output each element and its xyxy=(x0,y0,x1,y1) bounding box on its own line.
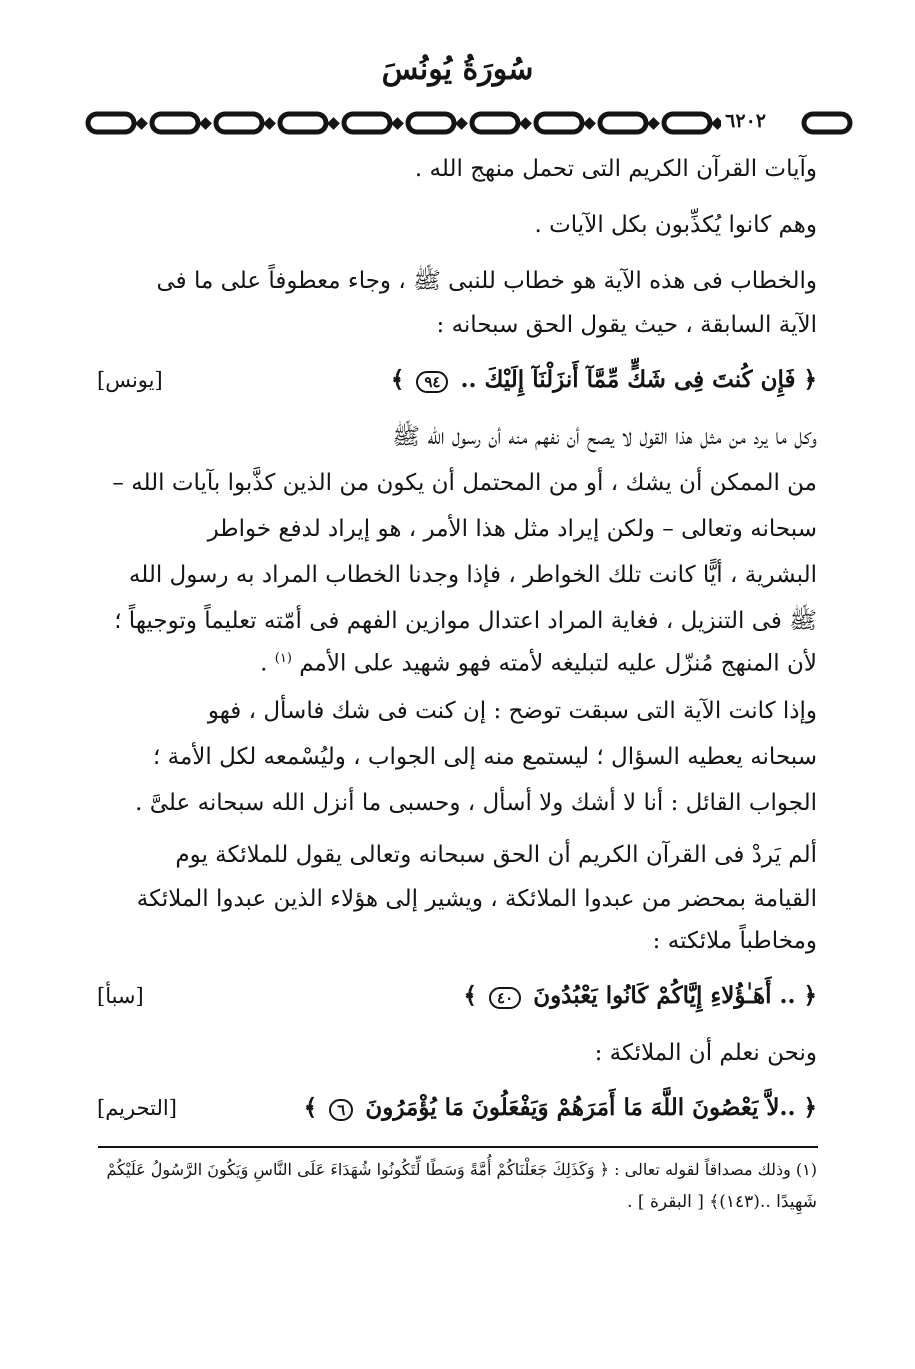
body-line: ﷺ فى التنزيل ، فغاية المراد اعتدال موازين الفهم فى أمّته تعليماً وتوجيهاً ؛ xyxy=(114,608,817,634)
verse-close-bracket: ﴾ xyxy=(463,982,478,1009)
footnote-divider xyxy=(98,1146,818,1148)
body-line: سبحانه يعطيه السؤال ؛ ليستمع منه إلى الجواب ، وليُسْمعه لكل الأمة ؛ xyxy=(153,744,817,770)
verse-open-bracket: ﴿ xyxy=(803,1094,817,1121)
verse-text: فَإِن كُنتَ فِى شَكٍّ مِّمَّآ أَنزَلْنَآ إِلَيْكَ .. xyxy=(460,366,796,393)
body-line: وإذا كانت الآية التى سبقت توضح : إن كنت فى شك فاسأل ، فهو xyxy=(207,698,817,724)
body-line: وهم كانوا يُكذِّبون بكل الآيات . xyxy=(534,212,817,238)
body-line: الآية السابقة ، حيث يقول الحق سبحانه : xyxy=(436,312,817,338)
verse-text: .. أَهَـٰؤُلاءِ إِيَّاكُمْ كَانُوا يَعْبُدُونَ xyxy=(533,982,796,1009)
body-line: ونحن نعلم أن الملائكة : xyxy=(594,1040,817,1066)
body-line: وكل ما يرد من مثل هذا القول لا يصح أن نفهم منه أن رسول الله ﷺ xyxy=(392,424,817,450)
body-line: وآيات القرآن الكريم التى تحمل منهج الله . xyxy=(414,156,817,182)
body-line: الجواب القائل : أنا لا أشك ولا أسأل ، وحسبى ما أنزل الله سبحانه علىَّ . xyxy=(135,790,817,816)
verse-text-group xyxy=(391,360,817,400)
verse-source: [يونس] xyxy=(97,368,163,392)
verse-source: [التحريم] xyxy=(97,1096,177,1120)
body-line: من الممكن أن يشك ، أو من المحتمل أن يكون من الذين كذَّبوا بآيات الله – xyxy=(112,470,817,496)
footnote-line: (١) وذلك مصداقاً لقوله تعالى : ﴿ وَكَذَلِكَ جَعَلْنَاكُمْ أُمَّةً وَسَطًا لِّتَكُونُوا شُهَدَاءَ عَلَى النَّاسِ وَيَكُونَ الرَّسُولُ عَلَيْكُمْ xyxy=(106,1160,817,1179)
body-line: ومخاطباً ملائكته : xyxy=(652,928,817,954)
surah-title: سُورَةُ يُونُسَ xyxy=(381,52,534,87)
verse-source: [سبأ] xyxy=(97,984,144,1008)
verse-text-group xyxy=(304,1088,817,1128)
verse-open-bracket: ﴿ xyxy=(803,982,817,1009)
body-line: القيامة بمحضر من عبدوا الملائكة ، ويشير إلى هؤلاء الذين عبدوا الملائكة xyxy=(136,886,817,912)
ayah-number-icon: ٩٤ xyxy=(416,371,448,393)
body-line-text: لأن المنهج مُنزّل عليه لتبليغه لأمته فهو شهيد على الأمم xyxy=(299,650,817,677)
ayah-number-icon: ٦ xyxy=(329,1099,353,1121)
verse-text-group xyxy=(464,976,817,1016)
body-line: سبحانه وتعالى – ولكن إيراد مثل هذا الأمر ، هو إيراد لدفع خواطر xyxy=(207,516,817,542)
ayah-number-icon: ٤٠ xyxy=(489,987,521,1009)
verse-close-bracket: ﴾ xyxy=(303,1094,318,1121)
ornamental-border xyxy=(80,103,860,143)
footnote-ref: (١) xyxy=(274,651,292,666)
body-line: البشرية ، أيًّا كانت تلك الخواطر ، فإذا وجدنا الخطاب المراد به رسول الله xyxy=(128,562,817,588)
body-line-with-footnote xyxy=(97,640,817,683)
page-number: ٦٢٠٢ xyxy=(721,106,770,136)
verse-close-bracket: ﴾ xyxy=(390,366,405,393)
verse-open-bracket: ﴿ xyxy=(803,366,817,393)
body-line: والخطاب فى هذه الآية هو خطاب للنبى ﷺ ، وجاء معطوفاً على ما فى xyxy=(156,268,817,294)
body-line: ألم يَردْ فى القرآن الكريم أن الحق سبحانه وتعالى يقول للملائكة يوم xyxy=(175,842,817,868)
footnote-line: شَهِيدًا ..(١٤٣)﴾ [ البقرة ] . xyxy=(627,1192,817,1212)
line-end-punctuation: . xyxy=(260,650,268,677)
verse-text: ..لاَّ يَعْصُونَ اللَّهَ مَا أَمَرَهُمْ وَيَفْعَلُونَ مَا يُؤْمَرُونَ xyxy=(365,1094,796,1121)
